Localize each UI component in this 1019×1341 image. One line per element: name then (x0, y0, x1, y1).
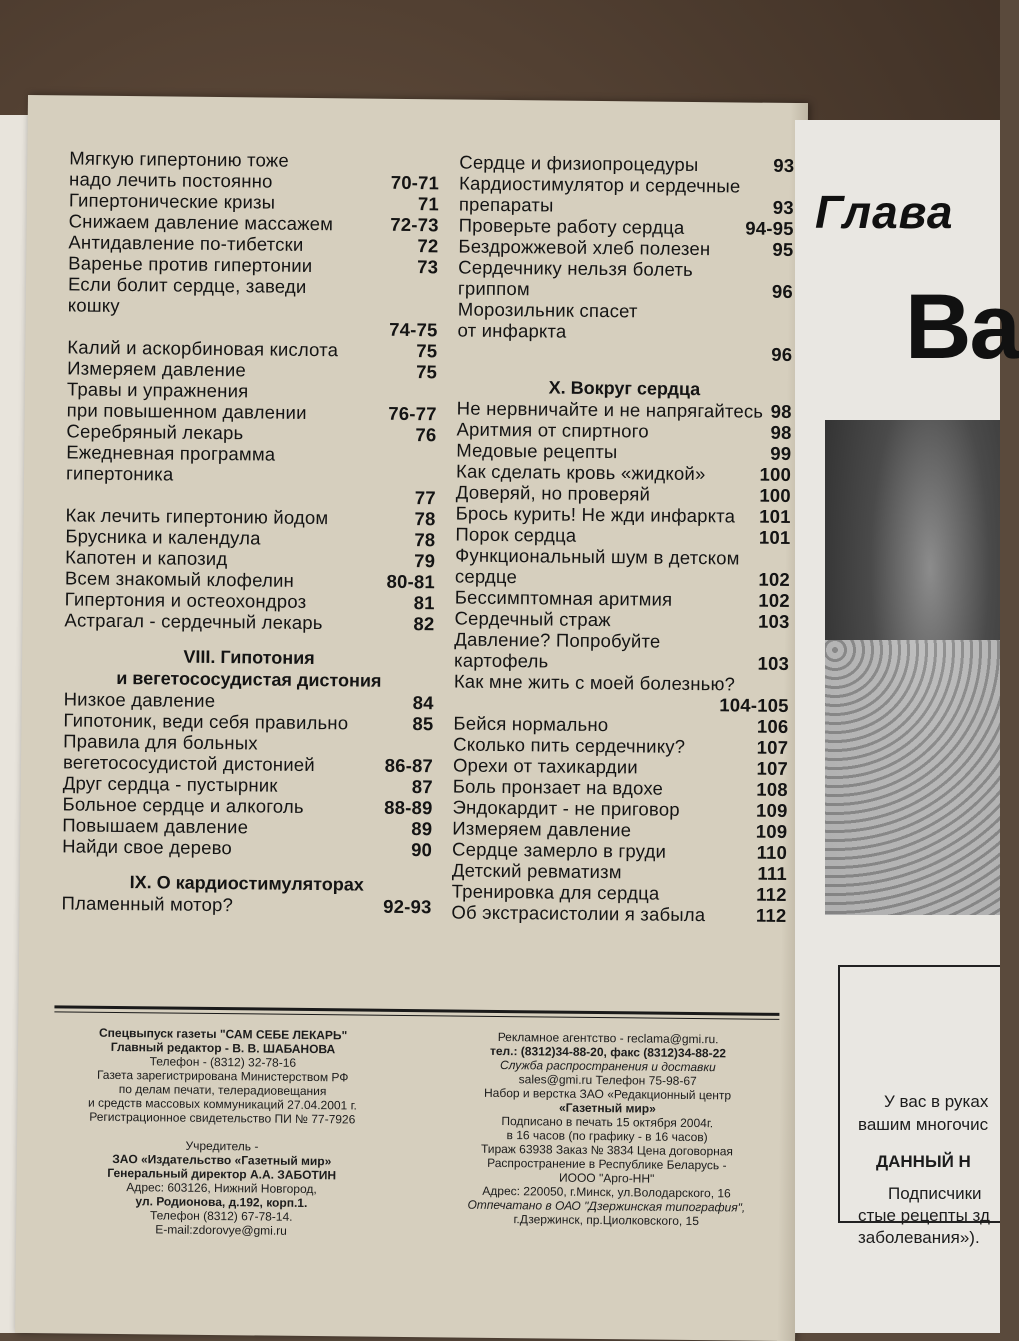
toc-entry-page: 94-95 (739, 217, 794, 239)
toc-entry (459, 173, 794, 219)
toc-entry-page: 76-77 (382, 403, 437, 425)
imprint-line: Подписано в печать 15 октября 2004г. (437, 1113, 777, 1131)
toc-left-column (61, 147, 439, 917)
imprint-line: и средств массовых коммуникаций 27.04.2001 г. (57, 1095, 387, 1112)
toc-entry-page: 87 (406, 776, 433, 797)
imprint-line: тел.: (8312)34-88-20, факс (8312)34-88-22 (438, 1043, 778, 1061)
toc-entry-page: 92-93 (377, 896, 432, 918)
imprint-line: г.Дзержинск, пр.Циолковского, 15 (436, 1211, 776, 1229)
toc-entry-title: Измеряем давление (67, 357, 410, 382)
toc-entry-page: 106 (751, 716, 789, 737)
magazine-page (15, 95, 808, 1341)
toc-entry-page: 93 (767, 197, 794, 218)
imprint-line: Учредитель - (57, 1137, 387, 1154)
toc-entry-title: Варенье против гипертонии (68, 252, 411, 277)
toc-entry-page: 108 (750, 779, 788, 800)
toc-entry-page: 90 (405, 839, 432, 860)
intro-heading: ДАННЫЙ Н (876, 1152, 971, 1172)
toc-entry-page: 110 (751, 842, 788, 863)
toc-entry-page: 78 (408, 529, 435, 550)
toc-entry-title: Сердечный страж (454, 607, 752, 631)
chapter-label: Глава (815, 185, 953, 239)
toc-entry-title: Орехи от тахикардии (453, 754, 751, 778)
toc-entry-page: 74-75 (383, 319, 438, 341)
toc-entry-title: Повышаем давление (62, 814, 405, 839)
imprint-line: Адрес: 603126, Нижний Новгород, (56, 1179, 386, 1196)
toc-entry (457, 299, 792, 345)
intro-line: У вас в руках (884, 1092, 988, 1112)
toc-entry-page: 107 (751, 737, 789, 758)
toc-entry-title: Медовые рецепты (456, 440, 764, 464)
section-heading: VIII. Гипотония и вегетососудистая дистония (64, 644, 434, 692)
toc-entry-title: Низкое давление (64, 688, 407, 713)
toc-entry-page: 101 (753, 506, 791, 527)
imprint-line: ИООО "Арго-НН" (437, 1169, 777, 1187)
imprint-line: Тираж 63938 Заказ № 3834 Цена договорная (437, 1141, 777, 1159)
toc-entry (63, 730, 433, 776)
toc-entry-page: 109 (750, 800, 788, 821)
toc-entry-page: 75 (410, 361, 437, 382)
toc-entry (68, 273, 438, 319)
toc-entry-page: 103 (752, 653, 790, 674)
toc-entry (455, 544, 790, 590)
toc-entry-page: 84 (407, 692, 434, 713)
toc-entry-page: 70-71 (385, 172, 440, 194)
toc-entry-page: 100 (753, 464, 791, 485)
toc-entry-title: Брусника и календула (65, 525, 408, 550)
toc-entry-page: 93 (767, 155, 794, 176)
imprint-line: Регистрационное свидетельство ПИ № 77-7926 (57, 1109, 387, 1126)
toc-right-column (451, 152, 794, 926)
toc-entry-page: 95 (766, 239, 793, 260)
toc-entry-title: Не нервничайте и не напрягайтесь (457, 398, 765, 422)
imprint-line: Телефон - (8312) 32-78-16 (58, 1053, 388, 1070)
toc-entry-title: Правила для больных вегетососудистой дистонией (63, 730, 379, 775)
toc-entry-page: 88-89 (378, 797, 433, 819)
toc-entry-title: Тренировка для сердца (452, 880, 751, 904)
section-heading: IX. О кардиостимуляторах (62, 870, 432, 896)
toc-entry-title: Кардиостимулятор и сердечные препараты (459, 173, 767, 218)
chapter-title: Ва (905, 275, 1019, 380)
imprint-line: «Газетный мир» (437, 1099, 777, 1117)
toc-entry-page: 80-81 (380, 571, 435, 593)
toc-entry-page: 75 (410, 340, 437, 361)
toc-entry-page: 102 (752, 569, 790, 590)
toc-entry-title: Детский ревматизм (452, 859, 752, 883)
toc-entry-page: 98 (764, 422, 791, 443)
intro-line: стые рецепты зд (858, 1206, 990, 1226)
toc-entry-title: Астрагал - сердечный лекарь (64, 609, 407, 634)
toc-entry-title: Серебряный лекарь (66, 420, 409, 445)
toc-entry (458, 257, 793, 303)
toc-entry-title: Доверяй, но проверяй (456, 482, 754, 506)
toc-entry-page: 77 (409, 487, 436, 508)
toc-entry-title: Сколько пить сердечнику? (453, 733, 751, 757)
toc-entry-title: Гипертонические кризы (69, 189, 412, 214)
toc-entry-title: Как мне жить с моей болезнью? (454, 670, 783, 694)
toc-entry (451, 901, 786, 926)
toc-entry-page: 85 (406, 713, 433, 734)
toc-entry-title: Измеряем давление (452, 817, 750, 841)
toc-entry-title: Друг сердца - пустырник (63, 772, 406, 797)
toc-entry-title: Антидавление по-тибетски (68, 231, 411, 256)
toc-entry-title: Порок сердца (455, 524, 753, 548)
toc-entry-page: 109 (750, 821, 788, 842)
toc-entry-page: 89 (405, 818, 432, 839)
toc-entry-title: Пламенный мотор? (61, 892, 377, 916)
toc-entry-page: 73 (411, 256, 438, 277)
imprint-line: Телефон (8312) 67-78-14. (56, 1207, 386, 1224)
toc-entry-title: Как лечить гипертонию йодом (65, 504, 408, 529)
toc-entry-title: Бездрожжевой хлеб полезен (458, 236, 766, 260)
toc-entry-title: Давление? Попробуйте картофель (454, 628, 752, 673)
imprint-line: Адрес: 220050, г.Минск, ул.Володарского, 16 (436, 1183, 776, 1201)
imprint-line: Главный редактор - В. В. ШАБАНОВА (58, 1039, 388, 1056)
toc-entry-page: 100 (753, 485, 791, 506)
toc-entry-page: 102 (752, 590, 790, 611)
toc-entry-title (457, 362, 765, 365)
toc-entry-title: Проверьте работу сердца (459, 215, 740, 239)
toc-entry-page: 76 (409, 424, 436, 445)
toc-entry (457, 341, 792, 366)
toc-entry-title: Если болит сердце, заведи кошку (68, 273, 432, 319)
toc-entry-title: Брось курить! Не жди инфаркта (456, 503, 754, 527)
toc-entry-page: 107 (750, 758, 788, 779)
toc-entry-title: Бессимптомная аритмия (455, 586, 753, 610)
toc-entry-title: Сердце и физиопроцедуры (459, 152, 767, 176)
toc-entry-page: 72-73 (384, 214, 439, 236)
imprint-line: ул. Родионова, д.192, корп.1. (56, 1193, 386, 1210)
toc-entry-page: 86-87 (379, 755, 434, 777)
imprint-line: Отпечатано в ОАО "Дзержинская типография", (436, 1197, 776, 1215)
toc-entry (454, 670, 789, 695)
imprint-line: Спецвыпуск газеты "САМ СЕБЕ ЛЕКАРЬ" (58, 1025, 388, 1042)
toc-entry-title: Капотен и капозид (65, 546, 408, 571)
toc-entry-title: Об экстрасистолии я забыла (451, 901, 750, 925)
toc-entry-page: 96 (766, 281, 793, 302)
toc-entry (69, 147, 439, 193)
toc-entry-title: Травы и упражнения при повышенном давлении (67, 378, 383, 423)
toc-entry-title: Сердце замерло в груди (452, 838, 751, 862)
imprint-right (436, 1029, 778, 1229)
imprint-line: Служба распространения и доставки (438, 1057, 778, 1075)
toc-entry-page: 71 (412, 193, 439, 214)
toc-entry-title: Всем знакомый клофелин (65, 567, 381, 591)
imprint-line: по делам печати, телерадиовещания (58, 1081, 388, 1098)
toc-entry (64, 609, 434, 634)
toc-entry-page: 112 (750, 884, 787, 905)
toc-entry-page: 112 (750, 905, 787, 926)
toc-entry-title: Гипертония и остеохондроз (65, 588, 408, 613)
intro-line: Подписчики (888, 1184, 982, 1204)
photo-shirt-pattern (825, 640, 1000, 915)
toc-entry-page: 101 (753, 527, 791, 548)
toc-entry-title: Калий и аскорбиновая кислота (67, 336, 410, 361)
imprint-line: ЗАО «Издательство «Газетный мир» (57, 1151, 387, 1168)
imprint-line: E-mail:zdorovye@gmi.ru (56, 1221, 386, 1238)
toc-entry-title: Снижаем давление массажем (69, 210, 385, 234)
toc-entry (61, 892, 431, 917)
toc-entry-page: 78 (408, 508, 435, 529)
toc-entry (454, 628, 789, 674)
toc-entry (62, 835, 432, 860)
toc-entry-title: Найди свое дерево (62, 835, 405, 860)
imprint-line: в 16 часов (по графику - в 16 часов) (437, 1127, 777, 1145)
toc-entry (66, 441, 436, 487)
imprint-line: Рекламное агентство - reclama@gmi.ru. (438, 1029, 778, 1047)
imprint-line: Распространение в Республике Беларусь - (437, 1155, 777, 1173)
toc-entry-title: Гипотоник, веди себя правильно (63, 709, 406, 734)
toc-entry-title: Аритмия от спиртного (456, 419, 764, 443)
toc-entry-page: 96 (765, 344, 792, 365)
imprint-line: sales@gmi.ru Телефон 75-98-67 (438, 1071, 778, 1089)
imprint-line: Газета зарегистрирована Министерством РФ (58, 1067, 388, 1084)
toc-entry-title: Ежедневная программа гипертоника (66, 441, 430, 487)
toc-entry-title: Сердечнику нельзя болеть гриппом (458, 257, 766, 302)
toc-entry-page: 82 (407, 613, 434, 634)
imprint-line: Набор и верстка ЗАО «Редакционный центр (438, 1085, 778, 1103)
toc-entry-title: Морозильник спасет от инфаркта (457, 299, 786, 344)
toc-entry-page: 72 (411, 235, 438, 256)
toc-entry-page: 79 (408, 550, 435, 571)
toc-entry-title: Мягкую гипертонию тоже надо лечить постоянно (69, 147, 385, 192)
toc-entry-page: 111 (751, 863, 787, 884)
imprint-line: Генеральный директор А.А. ЗАБОТИН (57, 1165, 387, 1182)
toc-entry-title: Больное сердце и алкоголь (62, 793, 378, 817)
toc-entry-page: 98 (765, 401, 792, 422)
toc-entry-title: Боль пронзает на вдохе (453, 775, 751, 799)
toc-entry-title: Бейся нормально (453, 712, 751, 736)
toc-entry-page: 104-105 (713, 694, 789, 716)
section-heading: X. Вокруг сердца (457, 376, 792, 402)
toc-entry-title: Эндокардит - не приговор (452, 796, 750, 820)
intro-line: вашим многочис (858, 1115, 988, 1135)
toc-entry-page: 81 (408, 592, 435, 613)
toc-entry-page: 99 (764, 443, 791, 464)
toc-entry-title: Как сделать кровь «жидкой» (456, 461, 754, 485)
toc-entry-page: 103 (752, 611, 790, 632)
intro-line: заболевания»). (858, 1228, 980, 1248)
toc-entry-title: Функциональный шум в детском сердце (455, 544, 753, 589)
toc-entry (67, 378, 437, 424)
imprint-left (56, 1025, 388, 1238)
